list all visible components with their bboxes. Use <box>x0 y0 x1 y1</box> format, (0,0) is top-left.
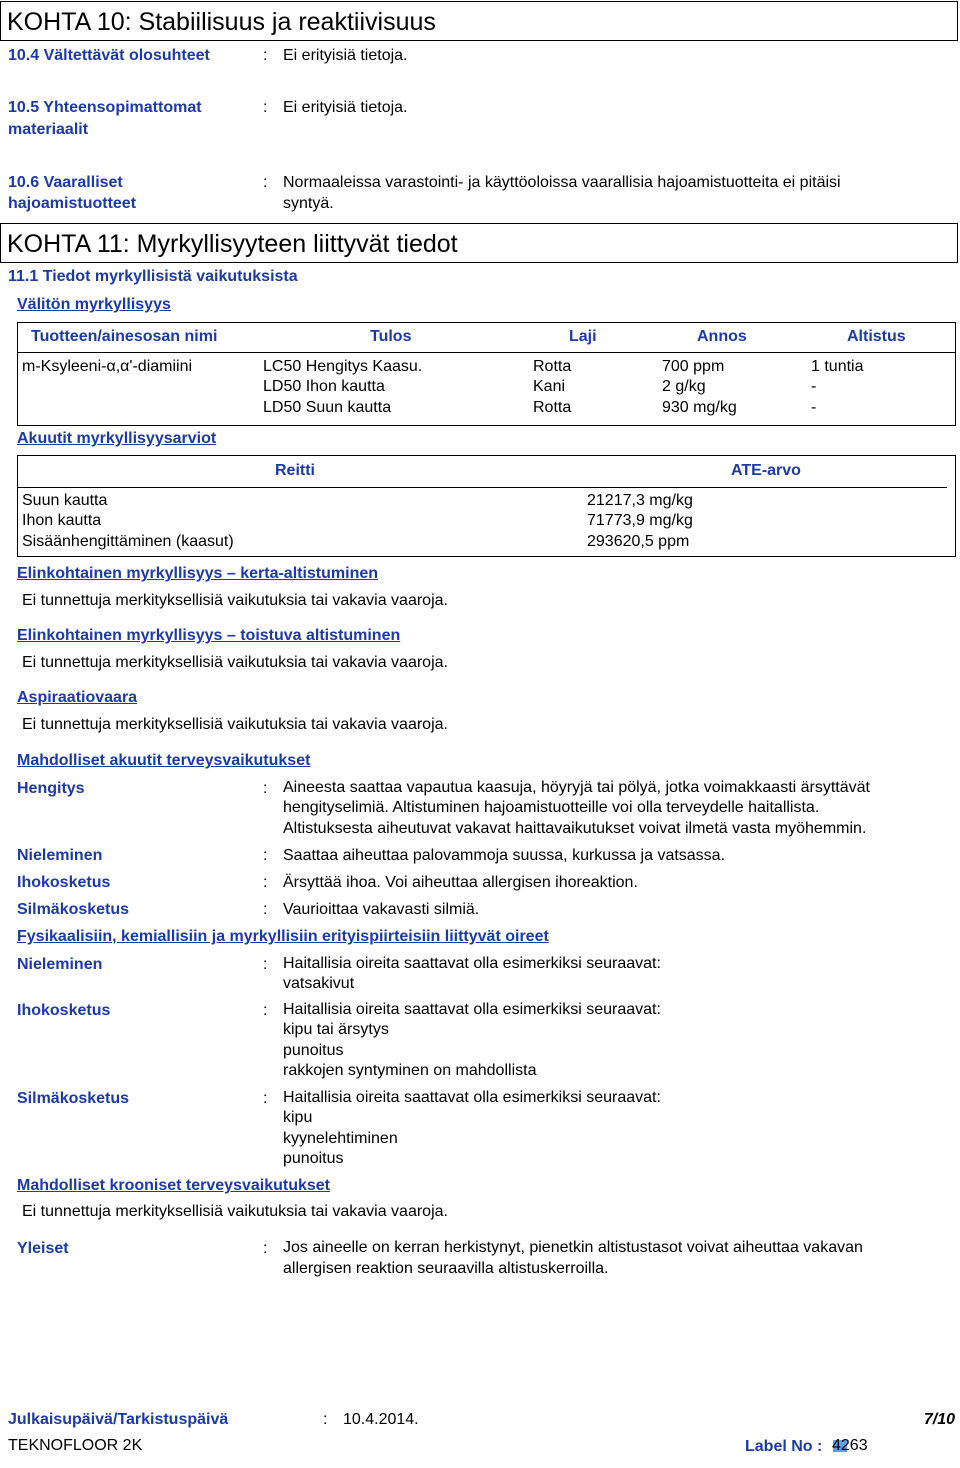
th-exposure: Altistus <box>847 328 906 345</box>
symptom-line: Haitallisia oireita saattavat olla esimerkiksi seuraavat: <box>283 1089 661 1106</box>
label-symptom-ingestion: Nieleminen <box>17 956 103 973</box>
th-route: Reitti <box>275 462 315 479</box>
aspiration-heading: Aspiraatiovaara <box>17 689 138 706</box>
colon: : <box>263 47 268 64</box>
footer-date-value: 10.4.2014. <box>343 1411 419 1428</box>
colon: : <box>263 874 268 891</box>
colon: : <box>263 174 268 191</box>
value-10-5: Ei erityisiä tietoja. <box>283 99 408 116</box>
table-cell: 21217,3 mg/kg <box>587 492 693 509</box>
colon: : <box>263 1002 268 1019</box>
ate-heading: Akuutit myrkyllisyysarviot <box>17 430 217 447</box>
skin-text: Ärsyttää ihoa. Voi aiheuttaa allergisen ihoreaktion. <box>283 874 638 891</box>
colon: : <box>323 1411 328 1428</box>
page-number: 7/10 <box>923 1411 955 1428</box>
stot-single-heading: Elinkohtainen myrkyllisyys – kerta-altistuminen <box>17 565 379 582</box>
table-cell: LD50 Suun kautta <box>263 399 392 416</box>
symptom-line: kyynelehtiminen <box>283 1130 398 1147</box>
symptom-line: rakkojen syntyminen on mahdollista <box>283 1062 537 1079</box>
colon: : <box>263 1090 268 1107</box>
label-10-6-line2: hajoamistuotteet <box>8 195 137 212</box>
th-name: Tuotteen/ainesosan nimi <box>31 328 218 345</box>
symptom-line: vatsakivut <box>283 975 355 992</box>
value-10-6-line2: syntyä. <box>283 195 334 212</box>
th-result: Tulos <box>370 328 412 345</box>
value-10-4: Ei erityisiä tietoja. <box>283 47 408 64</box>
acute-tox-heading: Välitön myrkyllisyys <box>17 296 171 313</box>
table-cell: Rotta <box>533 358 572 375</box>
colon: : <box>263 956 268 973</box>
symptom-line: Haitallisia oireita saattavat olla esimerkiksi seuraavat: <box>283 955 661 972</box>
table-cell: Sisäänhengittäminen (kaasut) <box>22 533 234 550</box>
footer-date-label: Julkaisupäivä/Tarkistuspäivä <box>8 1411 229 1428</box>
symptom-line: Haitallisia oireita saattavat olla esimerkiksi seuraavat: <box>283 1001 661 1018</box>
symptom-line: kipu <box>283 1109 313 1126</box>
general-line1: Jos aineelle on kerran herkistynyt, pienetkin altistustasot voivat aiheuttaa vakavan <box>283 1239 863 1256</box>
label-10-4: 10.4 Vältettävät olosuhteet <box>8 47 210 64</box>
chronic-heading: Mahdolliset krooniset terveysvaikutukset <box>17 1177 330 1194</box>
table-cell: - <box>811 399 817 416</box>
table-cell: 2 g/kg <box>662 378 706 395</box>
colon: : <box>263 99 268 116</box>
label-ingestion: Nieleminen <box>17 847 103 864</box>
value-10-6-line1: Normaaleissa varastointi- ja käyttöoloissa vaarallisia hajoamistuotteita ei pitäisi <box>283 174 841 191</box>
table-cell: 700 ppm <box>662 358 725 375</box>
product-name: TEKNOFLOOR 2K <box>8 1437 143 1454</box>
table-divider <box>17 487 947 488</box>
colon: : <box>263 1240 268 1257</box>
stot-single-text: Ei tunnettuja merkityksellisiä vaikutuksia tai vakavia vaaroja. <box>22 592 448 609</box>
colon: : <box>263 847 268 864</box>
table-cell: Ihon kautta <box>22 512 102 529</box>
th-ate: ATE-arvo <box>731 462 801 479</box>
label-eye: Silmäkosketus <box>17 901 130 918</box>
eye-text: Vaurioittaa vakavasti silmiä. <box>283 901 480 918</box>
label-skin: Ihokosketus <box>17 874 111 891</box>
acute-effects-heading: Mahdolliset akuutit terveysvaikutukset <box>17 752 311 769</box>
colon: : <box>263 901 268 918</box>
table-cell: LC50 Hengitys Kaasu. <box>263 358 423 375</box>
chronic-text: Ei tunnettuja merkityksellisiä vaikutuksia tai vakavia vaaroja. <box>22 1203 448 1220</box>
th-species: Laji <box>569 328 597 345</box>
label-general: Yleiset <box>17 1240 69 1257</box>
table-cell: 1 tuntia <box>811 358 864 375</box>
colon: : <box>263 780 268 797</box>
label-no-label: Label No : <box>745 1438 823 1455</box>
symptoms-heading: Fysikaalisiin, kemiallisiin ja myrkyllisiin erityispiirteisiin liittyvät oireet <box>17 928 549 945</box>
general-line2: allergisen reaktion seuraavilla altistuskerroilla. <box>283 1260 609 1277</box>
inhalation-line2: hengityselimiä. Altistuminen hajoamistuotteille voi olla terveydelle haitallista. <box>283 799 820 816</box>
label-10-5-line2: materiaalit <box>8 121 89 138</box>
label-symptom-eye: Silmäkosketus <box>17 1090 130 1107</box>
table-cell: Suun kautta <box>22 492 108 509</box>
label-no-value: 4263 <box>832 1437 868 1454</box>
stot-repeated-text: Ei tunnettuja merkityksellisiä vaikutuksia tai vakavia vaaroja. <box>22 654 448 671</box>
label-10-6-line1: 10.6 Vaaralliset <box>8 174 123 191</box>
label-symptom-skin: Ihokosketus <box>17 1002 111 1019</box>
th-dose: Annos <box>697 328 747 345</box>
symptom-line: kipu tai ärsytys <box>283 1021 389 1038</box>
table-divider <box>17 352 956 353</box>
table-cell: - <box>811 378 817 395</box>
table-cell: LD50 Ihon kautta <box>263 378 385 395</box>
symptom-line: punoitus <box>283 1042 344 1059</box>
aspiration-text: Ei tunnettuja merkityksellisiä vaikutuksia tai vakavia vaaroja. <box>22 716 448 733</box>
table-cell: Rotta <box>533 399 572 416</box>
table-cell: 71773,9 mg/kg <box>587 512 693 529</box>
table-cell: 930 mg/kg <box>662 399 737 416</box>
inhalation-line1: Aineesta saattaa vapautua kaasuja, höyryjä tai pölyä, jotka voimakkaasti ärsyttävät <box>283 779 870 796</box>
symptom-line: punoitus <box>283 1150 344 1167</box>
table-cell: 293620,5 ppm <box>587 533 690 550</box>
label-inhalation: Hengitys <box>17 780 85 797</box>
label-10-5-line1: 10.5 Yhteensopimattomat <box>8 99 202 116</box>
section-11-title: KOHTA 11: Myrkyllisyyteen liittyvät tiedot <box>0 223 958 263</box>
inhalation-line3: Altistuksesta aiheutuvat vakavat haittavaikutukset voivat ilmetä vasta myöhemmin. <box>283 820 867 837</box>
subsection-11-1: 11.1 Tiedot myrkyllisistä vaikutuksista <box>8 268 298 285</box>
substance-name: m-Ksyleeni-α,α'-diamiini <box>22 358 193 375</box>
ingestion-text: Saattaa aiheuttaa palovammoja suussa, kurkussa ja vatsassa. <box>283 847 726 864</box>
section-10-title: KOHTA 10: Stabiilisuus ja reaktiivisuus <box>0 1 958 41</box>
stot-repeated-heading: Elinkohtainen myrkyllisyys – toistuva altistuminen <box>17 627 401 644</box>
table-cell: Kani <box>533 378 566 395</box>
